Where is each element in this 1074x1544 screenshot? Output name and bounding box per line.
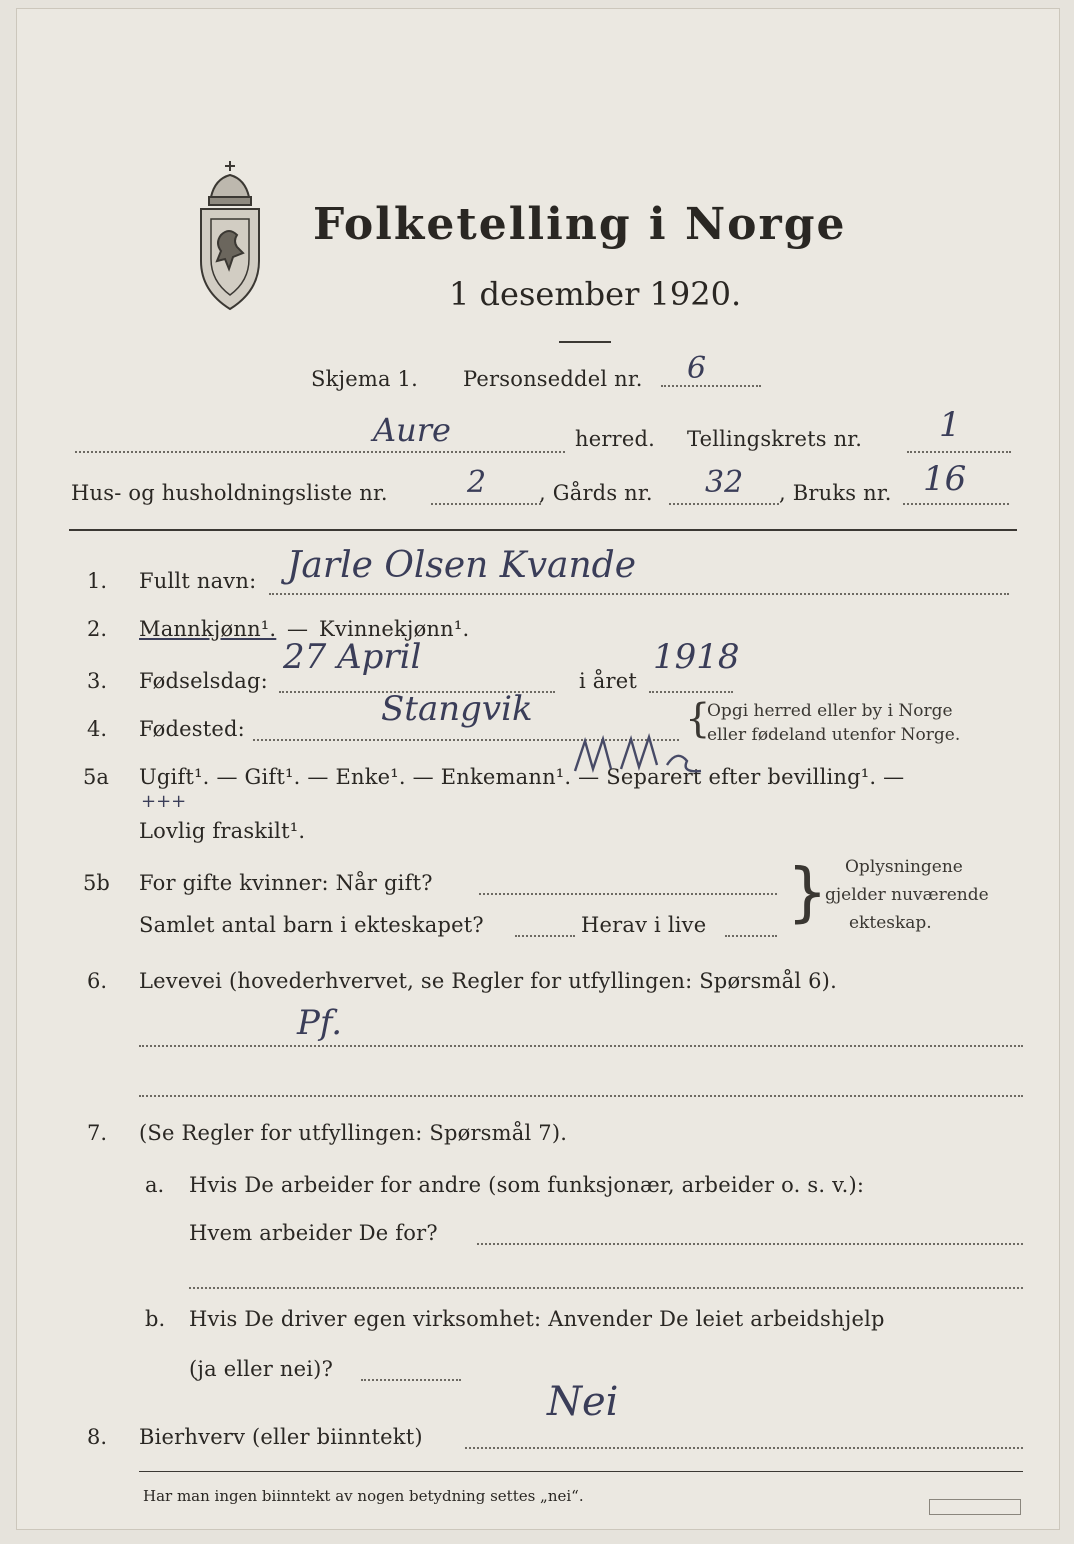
living-children-label: Herav i live — [581, 913, 707, 937]
q7b-question: Hvis De driver egen virksomhet: Anvender De leiet arbeidshjelp — [189, 1307, 885, 1331]
side-income-value: Nei — [547, 1379, 619, 1425]
q6-number: 6. — [87, 969, 108, 993]
gards-label: , Gårds nr. — [539, 481, 653, 505]
marital-status-options: Ugift¹. — Gift¹. — Enke¹. — Enkemann¹. — Separert efter bevilling¹. — — [139, 765, 905, 789]
q1-label: Fullt navn: — [139, 569, 257, 593]
kvinnekjonn-option: Kvinnekjønn¹. — [319, 617, 470, 641]
husholdningsliste-label: Hus- og husholdningsliste nr. — [71, 481, 388, 505]
personseddel-value: 6 — [687, 351, 707, 386]
q5b-number: 5b — [83, 871, 110, 895]
marriage-note-1: Oplysningene — [845, 857, 963, 877]
printer-stamp — [929, 1499, 1021, 1515]
herred-label: herred. — [575, 427, 655, 451]
year-label: i året — [579, 669, 638, 693]
skjema-label: Skjema 1. — [311, 367, 418, 391]
q3-label: Fødselsdag: — [139, 669, 268, 693]
children-count-label: Samlet antal barn i ekteskapet? — [139, 913, 484, 937]
header-rule — [69, 529, 1017, 531]
herred-value: Aure — [373, 411, 451, 449]
lovlig-fraskilt-option: Lovlig fraskilt¹. — [139, 819, 306, 843]
marriage-note-2: gjelder nuværende — [825, 885, 989, 905]
q7-number: 7. — [87, 1121, 108, 1145]
q8-number: 8. — [87, 1425, 108, 1449]
side-income-label: Bierhverv (eller biinntekt) — [139, 1425, 423, 1449]
bruks-value: 16 — [923, 459, 967, 499]
census-date: 1 desember 1920. — [449, 275, 742, 313]
when-married-label: For gifte kvinner: Når gift? — [139, 871, 433, 895]
q4-number: 4. — [87, 717, 108, 741]
personseddel-label: Personseddel nr. — [463, 367, 643, 391]
occupation-value: Pf. — [297, 1003, 343, 1043]
birthday-value: 27 April — [283, 637, 422, 677]
q7a-question: Hvis De arbeider for andre (som funksjonær, arbeider o. s. v.): — [189, 1173, 865, 1197]
q7b-letter: b. — [145, 1307, 166, 1331]
bruks-label: , Bruks nr. — [779, 481, 892, 505]
q2-separator: — — [287, 617, 309, 641]
title-divider — [559, 341, 611, 343]
gards-value: 32 — [705, 465, 744, 500]
norwegian-coat-of-arms-icon — [189, 157, 271, 317]
birthplace-note-1: Opgi herred eller by i Norge — [707, 701, 953, 721]
q2-number: 2. — [87, 617, 108, 641]
marriage-note-3: ekteskap. — [849, 913, 932, 933]
ugift-mark-icon: +++ — [141, 791, 187, 812]
q5a-number: 5a — [83, 765, 109, 789]
census-form: Folketelling i Norge 1 desember 1920. Skjema 1. Personseddel nr. 6 Aure herred. Tellingskrets nr. 1 Hus- og husholdningsliste nr. 2 , Gårds nr. 32 , Bruks nr. 16 1. Fullt navn: Jarle Olsen Kvande 2. Mannkjønn¹. — Kvinnekjønn¹. 3. Fødselsdag: 27 April i året 1918 4. Fødested: Stangvik { Opgi herred eller by i Norge eller fødeland utenfor Norge. 5a Ugift¹. — Gift¹. — Enke¹. — Enkemann¹. — Separert efter bevilling¹. — +++ Lovlig fraskilt¹. 5b For gifte kvinner: Når gift? Samlet antal barn i ekteskapet? Herav i live } Oplysningene gjelder nuværende ekteskap. 6. Levevei (hovederhvervet, se Regler for utfyllingen: Spørsmål 6). Pf. 7. (Se Regler for utfyllingen: Spørsmål 7). a. Hvis De arbeider for andre (som funksjonær, arbeider o. s. v.): Hvem arbeider De for? b. Hvis De driver egen virksomhet: Anvender De leiet arbeidshjelp (ja eller nei)? 8. Bierhverv (eller biinntekt) Nei Har man ingen biinntekt av nogen betydning settes „nei“. — [16, 8, 1060, 1530]
q1-number: 1. — [87, 569, 108, 593]
footer-rule — [139, 1471, 1023, 1472]
birth-year-value: 1918 — [653, 637, 740, 677]
mannkjonn-option: Mannkjønn¹. — [139, 617, 277, 641]
tellingskrets-value: 1 — [939, 405, 961, 445]
hired-help-label: (ja eller nei)? — [189, 1357, 334, 1381]
tellingskrets-label: Tellingskrets nr. — [687, 427, 863, 451]
q7-label: (Se Regler for utfyllingen: Spørsmål 7). — [139, 1121, 568, 1145]
husholdningsliste-value: 2 — [467, 465, 487, 500]
full-name-value: Jarle Olsen Kvande — [287, 545, 637, 586]
occupation-label: Levevei (hovederhvervet, se Regler for utfyllingen: Spørsmål 6). — [139, 969, 837, 993]
footer-note: Har man ingen biinntekt av nogen betydning settes „nei“. — [143, 1487, 584, 1505]
birthplace-value: Stangvik — [381, 689, 533, 729]
form-title: Folketelling i Norge — [313, 199, 847, 250]
q4-label: Fødested: — [139, 717, 245, 741]
q3-number: 3. — [87, 669, 108, 693]
birthplace-note-2: eller fødeland utenfor Norge. — [707, 725, 961, 745]
employer-label: Hvem arbeider De for? — [189, 1221, 438, 1245]
q7a-letter: a. — [145, 1173, 165, 1197]
handwritten-scribble-icon — [571, 725, 711, 785]
